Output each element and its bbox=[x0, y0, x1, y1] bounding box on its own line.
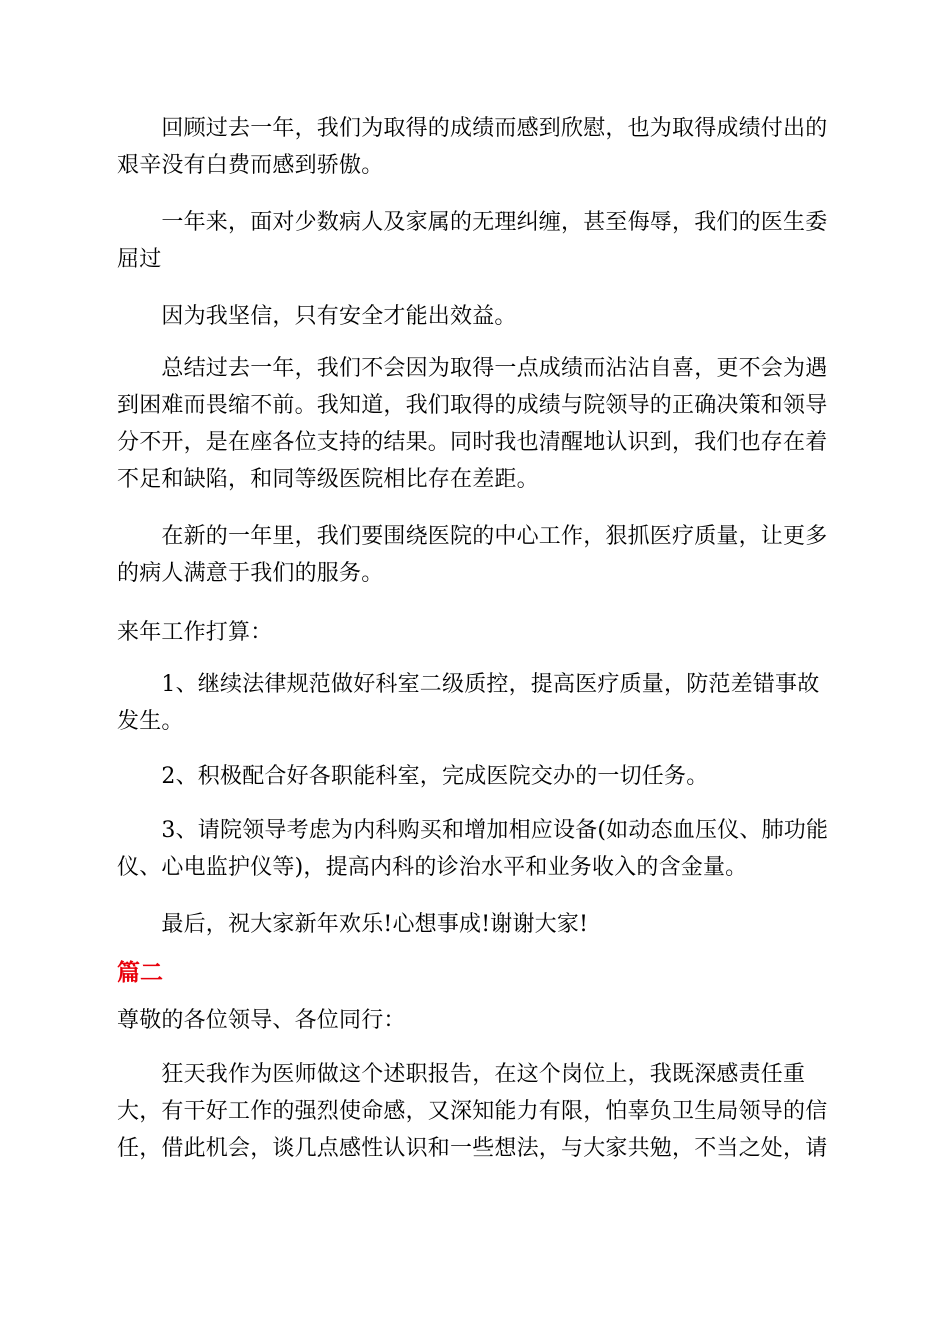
text-line: 仪、心电监护仪等)，提高内科的诊治水平和业务收入的含金量。 bbox=[117, 855, 748, 880]
paragraph-plan-title bbox=[117, 614, 837, 651]
text-line: 因为我坚信，只有安全才能出效益。 bbox=[117, 304, 517, 329]
paragraph-new-year bbox=[117, 518, 837, 592]
text-line: 一年来，面对少数病人及家属的无理纠缠，甚至侮辱，我们的医生委 bbox=[117, 210, 828, 235]
paragraph-report bbox=[117, 1056, 837, 1167]
text-line: 分不开，是在座各位支持的结果。同时我也清醒地认识到，我们也存在着 bbox=[117, 430, 828, 455]
text-line: 的病人满意于我们的服务。 bbox=[117, 561, 384, 586]
text-line: 1、继续法律规范做好科室二级质控，提高医疗质量，防范差错事故 bbox=[117, 672, 820, 697]
text-line: 3、请院领导考虑为内科购买和增加相应设备(如动态血压仪、肺功能 bbox=[117, 818, 829, 843]
text-line: 大，有干好工作的强烈使命感，又深知能力有限，怕辜负卫生局领导的信 bbox=[117, 1099, 828, 1124]
text-line: 在新的一年里，我们要围绕医院的中心工作，狠抓医疗质量，让更多 bbox=[117, 524, 828, 549]
text-line: 屈过 bbox=[117, 247, 162, 272]
text-line: 尊敬的各位领导、各位同行： bbox=[117, 1008, 406, 1033]
text-line: 狂天我作为医师做这个述职报告，在这个岗位上，我既深感责任重 bbox=[117, 1062, 806, 1087]
paragraph-salutation bbox=[117, 1002, 837, 1039]
paragraph-plan-2 bbox=[117, 758, 837, 795]
paragraph-safety bbox=[117, 298, 837, 335]
section-heading: 篇二 bbox=[117, 960, 163, 986]
text-line: 最后，祝大家新年欢乐!心想事成!谢谢大家! bbox=[117, 912, 589, 937]
text-line: 2、积极配合好各职能科室，完成医院交办的一切任务。 bbox=[117, 764, 709, 789]
text-line: 到困难而畏缩不前。我知道，我们取得的成绩与院领导的正确决策和领导 bbox=[117, 393, 828, 418]
text-line: 来年工作打算： bbox=[117, 620, 273, 645]
paragraph-review bbox=[117, 110, 837, 184]
paragraph-summary bbox=[117, 350, 837, 498]
text-line: 任，借此机会，谈几点感性认识和一些想法，与大家共勉，不当之处，请 bbox=[117, 1136, 828, 1161]
text-line: 回顾过去一年，我们为取得的成绩而感到欣慰，也为取得成绩付出的 bbox=[117, 116, 828, 141]
text-line: 总结过去一年，我们不会因为取得一点成绩而沾沾自喜，更不会为遇 bbox=[117, 356, 828, 381]
text-line: 不足和缺陷，和同等级医院相比存在差距。 bbox=[117, 467, 539, 492]
paragraph-plan-3 bbox=[117, 812, 837, 886]
text-line: 艰辛没有白费而感到骄傲。 bbox=[117, 153, 384, 178]
paragraph-plan-1 bbox=[117, 666, 837, 740]
paragraph-year bbox=[117, 204, 837, 278]
text-line: 发生。 bbox=[117, 709, 184, 734]
paragraph-closing bbox=[117, 906, 837, 943]
